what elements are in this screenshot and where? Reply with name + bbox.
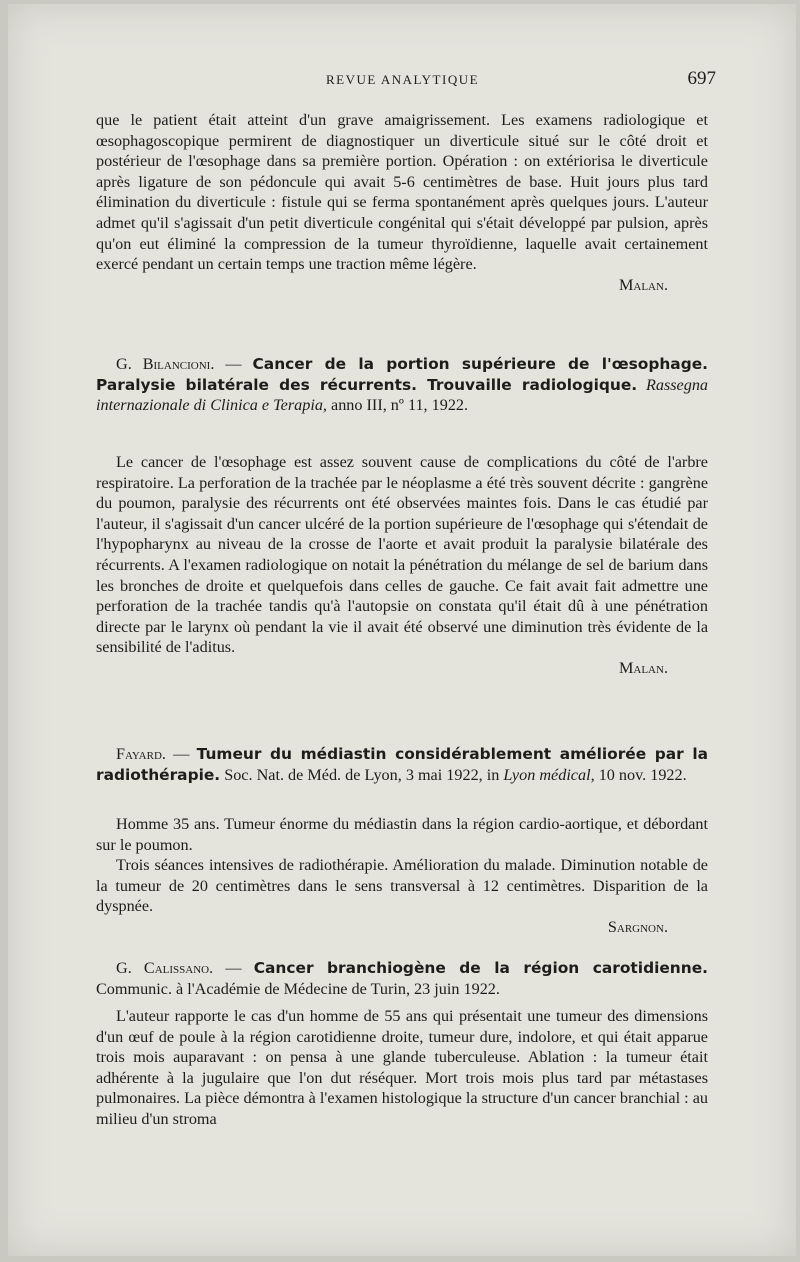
- article-4-dash: —: [213, 959, 254, 977]
- article-3-title: Tumeur du médiastin considérablement améliorée par la radiothérapie.: [96, 745, 708, 784]
- article-2-author: G. Bilancioni.: [116, 355, 215, 373]
- article-3-ref1: Soc. Nat. de Méd. de Lyon, 3 mai 1922, in: [220, 765, 504, 784]
- article-2-text: Le cancer de l'œsophage est assez souvent cause de complications du côté de l'arbre respiratoire. La perforation de la trachée par le néoplasme a été très souvent décrite : gangrène du poumon, paralysie des récurrents ont été observées maintes fois. Dans le cas étudié par l'auteur, il s'agissait d'un cancer ulcéré de la portion supérieure de l'œsophage qui s'étendait de l'hypopharynx au niveau de la crosse de l'aorte et avait produit la paralysie bilatérale des récurrents. A l'examen radiologique on notait la pénétration du mélange de sel de barium dans les bronches de droite et quelquefois dans celles de gauche. Ce fait avait fait admettre une perforation de la trachée tandis qu'à l'autopsie on constata qu'il était dû à une pénétration directe par le larynx où pendant la vie il avait été observé une diminution très évidente de la sensibilité de l'aditus.: [96, 453, 708, 657]
- article-3-ref2: 10 nov. 1922.: [594, 765, 687, 784]
- article-3-journal: Lyon médical,: [503, 765, 595, 784]
- article-3-citation: [96, 744, 708, 785]
- article-2-ref: anno III, nº 11, 1922.: [326, 396, 469, 415]
- article-3-paragraph-1: Homme 35 ans. Tumeur énorme du médiastin dans la région cardio-aortique, et débordant sur le poumon.: [96, 815, 708, 854]
- page: [8, 4, 796, 1256]
- article-4-reference: [96, 958, 708, 999]
- article-3-paragraph-2: Trois séances intensives de radiothérapie. Amélioration du malade. Diminution notable de la tumeur de 20 centimètres dans le sens transversal à 12 centimètres. Disparition de la dyspnée.: [96, 856, 708, 916]
- page-number: 697: [687, 68, 716, 89]
- article-4-text: L'auteur rapporte le cas d'un homme de 55 ans qui présentait une tumeur des dimensions d'un œuf de poule à la région carotidienne droite, tumeur dure, indolore, et qui était apparue trois mois auparavant : on pensa à une glande tuberculeuse. Ablation : la tumeur était adhérente à la jugulaire que l'on dut réséquer. Mort trois mois plus tard par métastases pulmonaires. La pièce démontra à l'examen histologique la structure d'un cancer branchial : au milieu d'un stroma: [96, 1007, 708, 1128]
- article-2-signature: Malan.: [619, 658, 668, 677]
- article-4-body: [96, 1006, 708, 1130]
- article-2-journal: Rassegna internazionale di Clinica e Terapia,: [96, 375, 709, 415]
- article-3-author: Fayard.: [116, 745, 166, 763]
- article-4-title: Cancer branchiogène de la région carotidienne.: [253, 959, 708, 977]
- page-header: [96, 68, 716, 92]
- article-3-reference: [96, 744, 708, 785]
- running-title: REVUE ANALYTIQUE: [326, 72, 480, 87]
- article-2-reference: [96, 354, 708, 416]
- article-3-signature: Sargnon.: [607, 917, 668, 936]
- article-4-ref: Communic. à l'Académie de Médecine de Turin, 23 juin 1922.: [96, 979, 500, 998]
- article-2-dash: —: [214, 355, 253, 373]
- article-3-dash: —: [165, 745, 197, 763]
- article-2-citation: [96, 354, 708, 416]
- article-2-title: Cancer de la portion supérieure de l'œsophage. Paralysie bilatérale des récurrents. Trouvaille radiologique.: [96, 355, 708, 394]
- article-1-signature: Malan.: [619, 275, 668, 294]
- article-1: [96, 110, 708, 295]
- article-4-citation: [96, 958, 708, 999]
- article-4-author: G. Calissano.: [116, 959, 214, 977]
- article-2-body: [96, 452, 708, 679]
- article-1-text: que le patient était atteint d'un grave amaigrissement. Les examens radiologique et œsophagoscopique permirent de diagnostiquer un diverticule situé sur le côté droit et postérieur de l'œsophage dans sa première portion. Opération : on extériorisa le diverticule après ligature de son pédoncule qui avait 5-6 centimètres de base. Huit jours plus tard élimination du diverticule : fistule qui se ferma spontanément après quelques jours. L'auteur admet qu'il s'agissait d'un petit diverticule congénital qui s'était développé par pulsion, après qu'on eut éliminé la compression de la tumeur thyroïdienne, laquelle avait certainement exercé pendant un certain temps une traction même légère.: [96, 111, 708, 274]
- article-3-body: [96, 814, 708, 938]
